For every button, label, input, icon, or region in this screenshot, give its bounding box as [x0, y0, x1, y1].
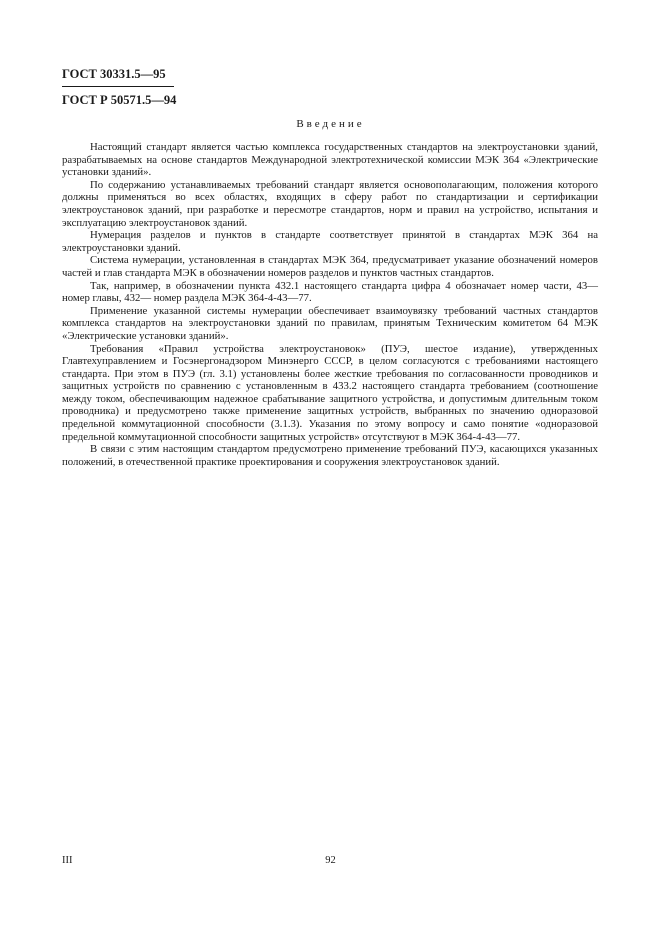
- standard-code-gost: ГОСТ 30331.5—95: [62, 66, 174, 87]
- paragraph: Применение указанной системы нумерации обеспечивает взаимоувязку требований частных стандартов комплекса стандартов на электроустановки зданий по правилам, принятым Техническим комитетом 64 МЭК «Электрические установки зданий».: [62, 304, 598, 342]
- introduction-body: [62, 141, 598, 468]
- paragraph: Так, например, в обозначении пункта 432.1 настоящего стандарта цифра 4 обозначает номер части, 43— номер главы, 432— номер раздела МЭК 364-4-43—77.: [62, 279, 598, 305]
- paragraph: Нумерация разделов и пунктов в стандарте соответствует принятой в стандартах МЭК 364 на электроустановки зданий.: [62, 229, 598, 254]
- footer-section-number: III: [62, 855, 73, 866]
- footer-page-number: 92: [325, 855, 336, 866]
- document-header: [62, 66, 177, 108]
- paragraph: Настоящий стандарт является частью комплекса государственных стандартов на электроустановки зданий, разрабатываемых на основе стандартов Международной электротехнической комиссии МЭК 364 «Электрические установки зданий».: [62, 141, 598, 179]
- paragraph: В связи с этим настоящим стандартом предусмотрено применение требований ПУЭ, касающихся указанных положений, в отечественной практике проектирования и сооружения электроустановок зданий.: [62, 443, 598, 468]
- paragraph: Система нумерации, установленная в стандартах МЭК 364, предусматривает указание обозначений номеров частей и глав стандарта МЭК в обозначении номеров разделов и пунктов частных стандартов.: [62, 254, 598, 279]
- standard-code-gost-r: ГОСТ Р 50571.5—94: [62, 93, 177, 107]
- section-title: Введение: [296, 118, 365, 130]
- paragraph: Требования «Правил устройства электроустановок» (ПУЭ, шестое издание), утвержденных Главтехуправлением и Госэнергонадзором Минэнерго СССР, в целом согласуются с требованиями настоящего стандарта. При этом в ПУЭ (гл. 3.1) установлены более жесткие требования по согласованности проводников и защитных устройств по сравнению с установленным в 433.2 настоящего стандарта требованием (соотношение между током, обеспечивающим надежное срабатывание защитного устройства, и допустимым длительным током проводника) и предусмотрено также применение защитных устройств, выбранных по значению одноразовой предельной коммутационной способности (3.1.3). Указания по этому вопросу и само понятие «одноразовой предельной коммутационной способности защитных устройств» отсутствуют в МЭК 364-4-43—77.: [62, 342, 598, 443]
- paragraph: По содержанию устанавливаемых требований стандарт является основополагающим, положения которого должны применяться во всех областях, входящих в сферу работ по стандартизации и сертификации электроустановок зданий, при разработке и пересмотре стандартов, норм и правил на устройство, испытания и эксплуатацию электроустановок зданий.: [62, 178, 598, 229]
